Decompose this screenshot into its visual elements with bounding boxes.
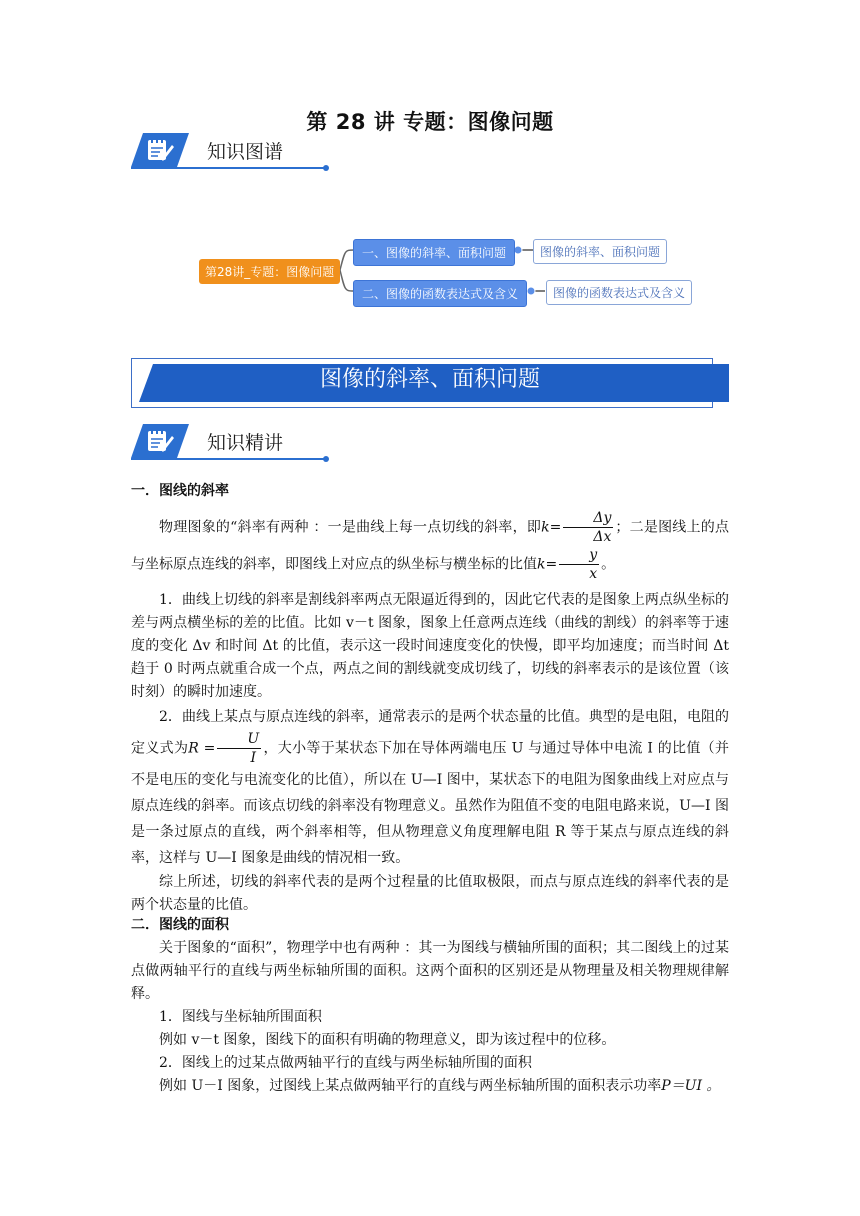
part1-paragraph-3: 综上所述，切线的斜率代表的是两个过程量的比值取极限，而点与原点连线的斜率代表的是两个状态量的比值。 (131, 874, 729, 913)
mindmap-leaf-2[interactable]: 图像的函数表达式及含义 (546, 280, 692, 305)
part2-heading: 二．图线的面积 (131, 917, 229, 933)
k2-fraction (559, 546, 599, 583)
part1-content (131, 480, 729, 917)
k2-lhs: k= (537, 556, 558, 573)
mindmap-branch-2[interactable]: 二、图像的函数表达式及含义 (353, 280, 527, 307)
k1-lhs: k= (541, 519, 562, 536)
intro-text-c: 。 (601, 556, 616, 573)
mindmap-branch-1[interactable]: 一、图像的斜率、面积问题 (353, 239, 515, 266)
page-title: 第 28 讲 专题：图像问题 (306, 110, 554, 134)
notepad-badge (131, 424, 189, 458)
part1-heading: 一．图线的斜率 (131, 483, 229, 499)
part2-item-1-example: 例如 v－t 图象，图线下的面积有明确的物理意义，即为该过程中的位移。 (159, 1032, 616, 1048)
section-rule (131, 458, 325, 460)
k2-denominator: x (589, 566, 598, 582)
mindmap-leaf-1[interactable]: 图像的斜率、面积问题 (533, 239, 667, 264)
section-header-explain (131, 424, 331, 464)
banner-title: 图像的斜率、面积问题 (319, 367, 540, 392)
part2-item-1: 1．图线与坐标轴所围面积 (159, 1009, 322, 1025)
k1-fraction (563, 509, 613, 546)
p2-text-b: ，大小等于某状态下加在导体两端电压 U 与通过导体中电流 I 的比值（并不是电压的变化与电流变化的比值），所以在 U—I 图中，某状态下的电阻为图象曲线上对应点与原点连线的斜率。而该点切线的斜率没有物理意义。虽然作为阻值不变的电阻电路来说，U—I 图是一条过原点的直线，两个斜率相等，但从物理意义角度理解电阻 R 等于某点与原点连线的斜率，这样与 U—I 图象是曲线的情况相一致。 (131, 740, 729, 866)
part1-intro (131, 509, 729, 583)
r-denominator: I (250, 750, 256, 766)
part2-content (131, 914, 729, 1098)
part1-paragraph-1: 1．曲线上切线的斜率是割线斜率两点无限逼近得到的，因此它代表的是图象上两点纵坐标的差与两点横坐标的差的比值。比如 v－t 图象，图象上任意两点连线（曲线的割线）的斜率等于速度的变化 Δv 和时间 Δt 的比值，表示这一段时间速度变化的快慢，即平均加速度；而当时间 Δt 趋于 0 时两点就重合成一个点，两点之间的割线就变成切线了，切线的斜率表示的是该位置（该时刻）的瞬时加速度。 (131, 592, 729, 700)
r-lhs: R = (188, 740, 216, 757)
section-rule-dot (323, 456, 329, 462)
item2-example-text: 例如 U－I 图象，过图线上某点做两轴平行的直线与两坐标轴所围的面积表示功率 (159, 1078, 662, 1094)
k2-numerator: y (559, 546, 599, 565)
notepad-icon (145, 428, 175, 454)
k1-denominator: Δx (593, 529, 612, 545)
intro-text-b: ；二是图线上的点与坐标原点连线的斜率，即图线上对应点的纵坐标与横坐标的比值 (131, 519, 730, 573)
intro-text-a: 物理图象的“斜率有两种 ：一是曲线上每一点切线的斜率，即 (159, 519, 542, 536)
part2-paragraph-1: 关于图象的“面积”，物理学中也有两种 ：其一为图线与横轴所围的面积；其二图线上的过某点做两轴平行的直线与两坐标轴所围的面积。这两个面积的区别还是从物理量及相关物理规律解释。 (131, 940, 729, 1002)
section-banner (131, 358, 729, 408)
section-label: 知识图谱 (207, 141, 284, 163)
p2-text-a: 2．曲线上某点与原点连线的斜率，通常表示的是两个状态量的比值。典型的是电阻，电阻的定义式为 (131, 709, 729, 757)
mindmap-root[interactable]: 第28讲_专题：图像问题 (199, 259, 340, 284)
item2-formula: P＝UI 。 (661, 1078, 721, 1094)
r-fraction (217, 730, 261, 767)
part1-paragraph-2 (131, 704, 729, 871)
section-label: 知识精讲 (207, 432, 284, 454)
part2-item-2-example (131, 1075, 729, 1098)
part2-item-2: 2．图线上的过某点做两轴平行的直线与两坐标轴所围的面积 (159, 1055, 532, 1071)
r-numerator: U (217, 730, 261, 749)
k1-numerator: Δy (563, 509, 613, 528)
